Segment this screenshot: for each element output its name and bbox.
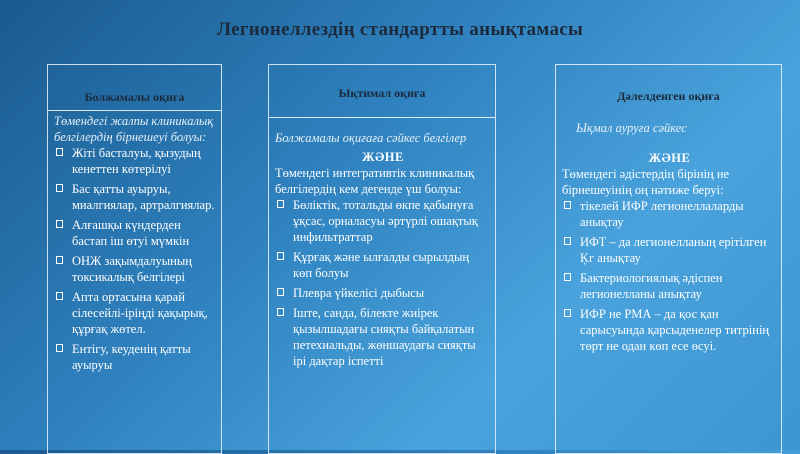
confirmed-case-text: Төмендегі әдістердің бірінің не бірнешеуінің оң нәтиже беруі: bbox=[562, 167, 730, 197]
list-item: тікелей ИФР легионеллаларды анықтау bbox=[562, 198, 777, 230]
list-item: Құрғақ және ылғалды сырылдың көп болуы bbox=[275, 249, 491, 281]
suspected-case-intro: Төмендегі жалпы клиникалық белгілердің бірнешеуі болуы: bbox=[54, 114, 214, 144]
confirmed-case-intro: Ықмал ауруға сәйкес bbox=[576, 121, 687, 135]
bullet-icon bbox=[564, 273, 571, 281]
list-item: Іште, санда, білекте жиірек қызылшадағы сияқты байқалатын петехиальды, жөншаудағы сияқты ірі дақтар іспетті bbox=[275, 305, 491, 369]
list-item: Ентігу, кеуденің қатты ауыруы bbox=[54, 341, 217, 373]
page-title: Легионеллездің стандартты анықтамасы bbox=[216, 19, 584, 40]
probable-case-intro: Болжамалы оқиғаға сәйкес белгілер bbox=[275, 131, 467, 145]
bullet-icon bbox=[56, 220, 63, 228]
confirmed-case-conjunction: ЖӘНЕ bbox=[648, 151, 691, 165]
probable-case-body bbox=[269, 118, 495, 369]
bullet-icon bbox=[277, 288, 284, 296]
bullet-icon bbox=[56, 148, 63, 156]
bullet-icon bbox=[564, 237, 571, 245]
suspected-case-body bbox=[48, 111, 221, 373]
list-item: Бөліктік, тотальды өкпе қабынуға ұқсас, орналасуы әртүрлі ошақтық инфильтраттар bbox=[275, 197, 491, 245]
suspected-case-column bbox=[47, 64, 222, 454]
bullet-icon bbox=[277, 252, 284, 260]
confirmed-case-column bbox=[555, 64, 782, 454]
bullet-icon bbox=[277, 308, 284, 316]
list-item: Бактериологиялық әдіспен легионелланы анықтау bbox=[562, 270, 777, 302]
probable-case-conjunction: ЖӘНЕ bbox=[362, 150, 404, 164]
bullet-icon bbox=[56, 256, 63, 264]
list-item: ИФТ – да легионелланың ерітілген Ķг анықтау bbox=[562, 234, 777, 266]
bullet-icon bbox=[56, 292, 63, 300]
suspected-case-list bbox=[54, 145, 217, 373]
confirmed-case-list bbox=[562, 198, 777, 354]
list-item: Бас қатты ауыруы, миалгиялар, артралгиялар. bbox=[54, 181, 217, 213]
bullet-icon bbox=[564, 309, 571, 317]
list-item: Плевра үйкелісі дыбысы bbox=[275, 285, 491, 301]
list-item: Алғашқы күндерден бастап іш өтуі мүмкін bbox=[54, 217, 217, 249]
probable-case-list bbox=[275, 197, 491, 369]
suspected-case-header: Болжамалы оқиға bbox=[48, 65, 221, 111]
list-item: ИФР не РМА – да қос қан сарысуында қарсыденелер титрінің төрт не одан көп есе өсуі. bbox=[562, 306, 777, 354]
probable-case-text: Төмендегі интегративтік клиникалық белгілердің кем дегенде үш болуы: bbox=[275, 166, 475, 196]
probable-case-column bbox=[268, 64, 496, 454]
bullet-icon bbox=[56, 344, 63, 352]
confirmed-case-body bbox=[556, 118, 781, 354]
bullet-icon bbox=[564, 201, 571, 209]
list-item: Апта ортасына қарай сілесейлі-іріңді қақырық, құрғақ жөтел. bbox=[54, 289, 217, 337]
confirmed-case-header: Дәлелденген оқиға bbox=[617, 89, 720, 103]
probable-case-header: Ықтимал оқиға bbox=[269, 65, 495, 118]
list-item: Жіті басталуы, қызудың кенеттен көтерілуі bbox=[54, 145, 217, 177]
bullet-icon bbox=[56, 184, 63, 192]
bullet-icon bbox=[277, 200, 284, 208]
list-item: ОНЖ зақымдалуының токсикалық белгілері bbox=[54, 253, 217, 285]
